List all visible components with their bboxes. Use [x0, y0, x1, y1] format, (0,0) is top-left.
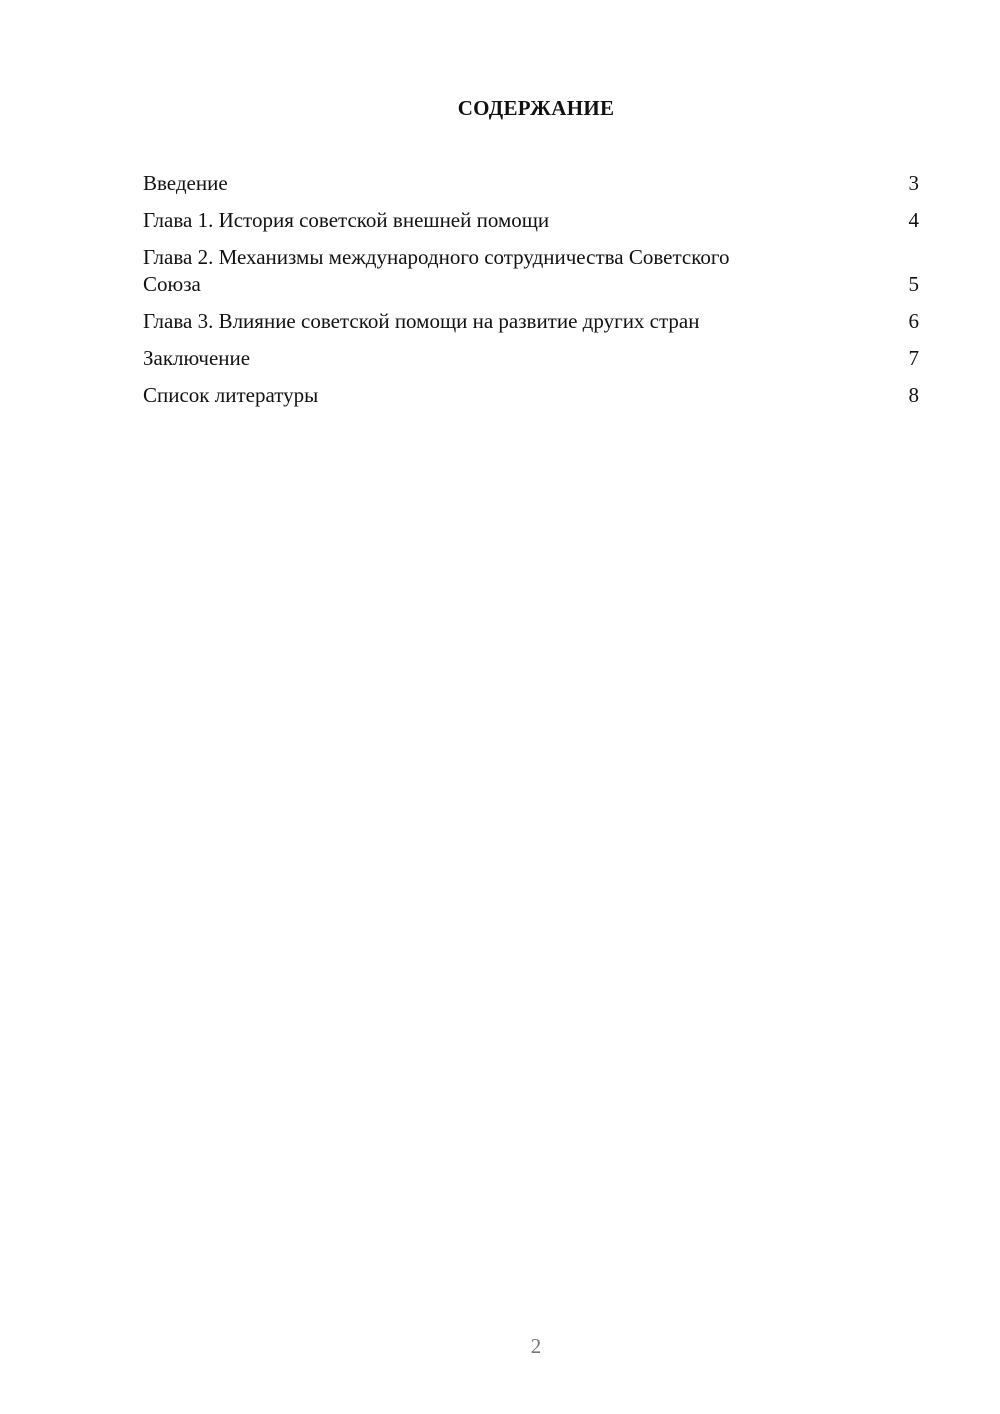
toc-entry-page: 8 — [908, 383, 919, 407]
toc-entry-page: 7 — [908, 346, 919, 370]
page-number: 2 — [530, 1334, 542, 1358]
toc-entry-introduction — [143, 170, 919, 197]
table-of-contents — [143, 170, 919, 419]
toc-entry-page: 4 — [908, 208, 919, 232]
toc-entry-chapter-3 — [143, 308, 919, 335]
toc-entry-page: 6 — [908, 309, 919, 333]
page-title: СОДЕРЖАНИЕ — [457, 96, 615, 120]
toc-entry-references — [143, 382, 919, 409]
toc-entry-conclusion — [143, 345, 919, 372]
toc-entry-label: Список литературы — [143, 383, 319, 407]
toc-entry-label: Глава 3. Влияние советской помощи на развитие других стран — [143, 309, 700, 333]
toc-entry-page: 5 — [908, 272, 919, 296]
toc-entry-chapter-1 — [143, 207, 919, 234]
toc-entry-label: Введение — [143, 171, 228, 195]
toc-entry-label: Глава 2. Механизмы международного сотрудничества Советского Союза — [143, 245, 730, 296]
toc-entry-label: Глава 1. История советской внешней помощи — [143, 208, 550, 232]
toc-entry-chapter-2 — [143, 244, 919, 298]
toc-entry-label: Заключение — [143, 346, 251, 370]
toc-entry-page: 3 — [908, 171, 919, 195]
